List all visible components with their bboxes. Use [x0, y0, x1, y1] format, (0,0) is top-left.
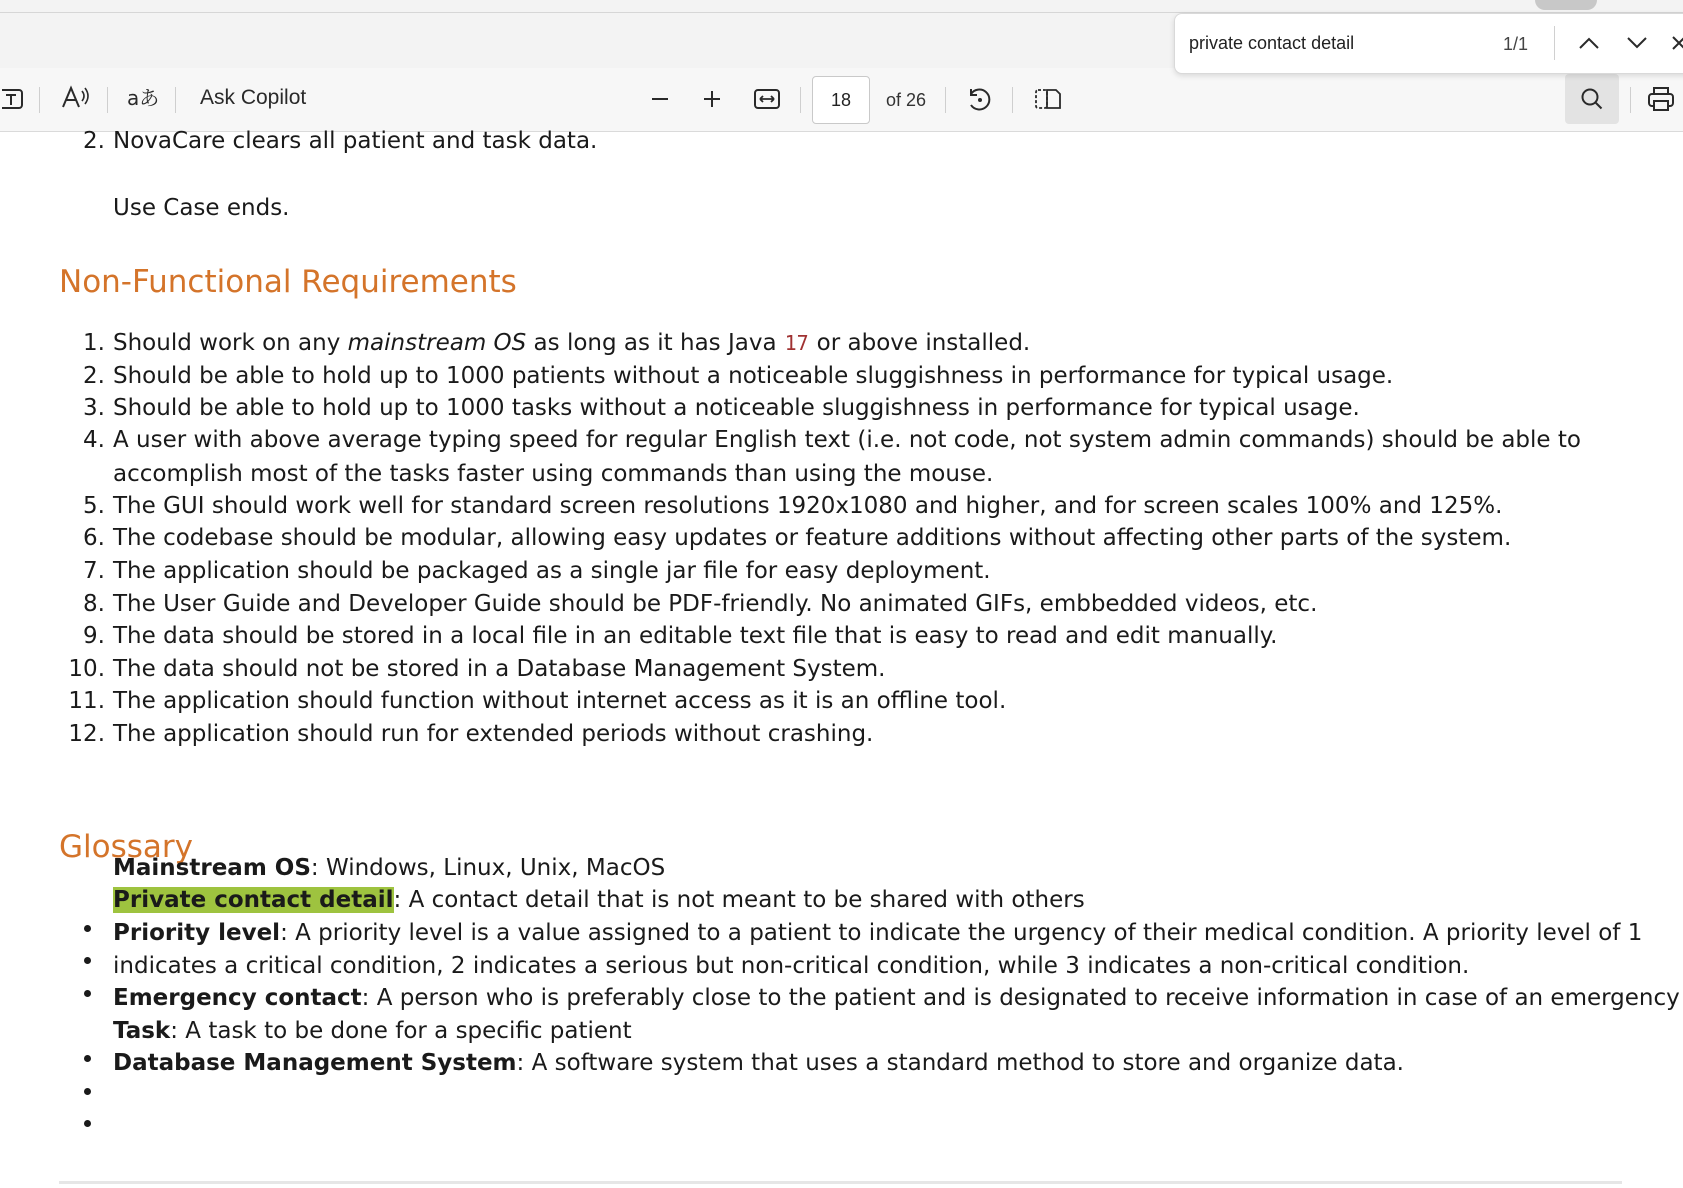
- list-item: Should work on any mainstream OS as long as it has Java 17 or above installed.: [113, 330, 1031, 356]
- toolbar-separator: [175, 87, 176, 113]
- use-case-end: Use Case ends.: [113, 195, 290, 221]
- search-icon: [1579, 86, 1605, 112]
- translate-icon[interactable]: [124, 80, 160, 116]
- window-top-strip: [0, 0, 1683, 13]
- list-number: 9.: [83, 623, 105, 649]
- list-number: 1.: [83, 330, 105, 356]
- emphasis-text: mainstream OS: [347, 330, 527, 356]
- list-item: The data should not be stored in a Database Management System.: [113, 656, 886, 682]
- toolbar-separator: [1630, 87, 1631, 113]
- list-item: The User Guide and Developer Guide should be PDF-friendly. No animated GIFs, embbedded videos, etc.: [113, 591, 1318, 617]
- list-number: 10.: [68, 656, 105, 682]
- list-number: 6.: [83, 525, 105, 551]
- list-item: The application should run for extended periods without crashing.: [113, 721, 874, 747]
- find-close-icon[interactable]: [1667, 28, 1683, 58]
- page-view-icon[interactable]: [1030, 82, 1066, 116]
- read-aloud-icon[interactable]: [58, 80, 94, 116]
- print-icon[interactable]: [1644, 82, 1678, 116]
- search-highlight: Private contact detail: [113, 887, 394, 913]
- glossary-item: Mainstream OS: Windows, Linux, Unix, MacOS: [113, 855, 666, 881]
- find-bar: [1174, 13, 1683, 74]
- toolbar-separator: [39, 87, 40, 113]
- glossary-item: Priority level: A priority level is a value assigned to a patient to indicate the urgency of their medical condition. A priority level of 1: [113, 920, 1643, 946]
- list-number: 2.: [83, 128, 105, 154]
- list-item: The data should be stored in a local file in an editable text file that is easy to read and edit manually.: [113, 623, 1278, 649]
- list-number: 12.: [68, 721, 105, 747]
- page-number-input[interactable]: 18: [812, 76, 870, 124]
- list-item: The GUI should work well for standard screen resolutions 1920x1080 and higher, and for screen scales 100% and 125%.: [113, 493, 1503, 519]
- bullet: [84, 1055, 91, 1062]
- page-total: of 26: [886, 90, 927, 110]
- bullet: [84, 1120, 91, 1127]
- bullet: [84, 925, 91, 932]
- zoom-in-icon[interactable]: [697, 84, 727, 114]
- nfr-heading: Non-Functional Requirements: [59, 264, 517, 300]
- text-box-icon[interactable]: [0, 82, 26, 116]
- glossary-item-continuation: indicates a critical condition, 2 indicates a serious but non-critical condition, while 3 indicates a non-critical condition.: [113, 953, 1470, 979]
- profile-pill[interactable]: [1535, 0, 1597, 10]
- code-text: 17: [784, 331, 809, 355]
- toolbar-separator: [945, 87, 946, 113]
- list-item: The application should be packaged as a single jar file for easy deployment.: [113, 558, 991, 584]
- find-result-count: 1/1: [1503, 34, 1529, 54]
- bullet: [84, 1088, 91, 1095]
- bullet: [84, 957, 91, 964]
- find-separator: [1554, 26, 1555, 60]
- toolbar-separator: [1012, 87, 1013, 113]
- list-number: 7.: [83, 558, 105, 584]
- search-button[interactable]: [1565, 74, 1619, 124]
- zoom-out-icon[interactable]: [645, 84, 675, 114]
- list-item: The codebase should be modular, allowing easy updates or feature additions without affecting other parts of the system.: [113, 525, 1512, 551]
- glossary-item: Private contact detail: A contact detail that is not meant to be shared with others: [113, 887, 1085, 913]
- svg-text:aあ: aあ: [127, 86, 159, 110]
- ask-copilot-button[interactable]: Ask Copilot: [200, 86, 307, 109]
- glossary-item: Emergency contact: A person who is preferably close to the patient and is designated to receive information in case of an emergency: [113, 985, 1680, 1011]
- list-number: 5.: [83, 493, 105, 519]
- bullet: [84, 990, 91, 997]
- glossary-heading: Glossary: [59, 829, 193, 865]
- find-previous-icon[interactable]: [1573, 28, 1605, 58]
- document-page: [0, 128, 1683, 1188]
- glossary-item: Task: A task to be done for a specific patient: [113, 1018, 632, 1044]
- page-divider: [59, 1181, 1622, 1184]
- toolbar-separator: [800, 87, 801, 113]
- list-number: 11.: [68, 688, 105, 714]
- rotate-icon[interactable]: [962, 82, 996, 116]
- list-item: A user with above average typing speed for regular English text (i.e. not code, not system admin commands) should be able to: [113, 427, 1581, 453]
- list-item: Should be able to hold up to 1000 patients without a noticeable sluggishness in performance for typical usage.: [113, 363, 1394, 389]
- glossary-item: Database Management System: A software system that uses a standard method to store and organize data.: [113, 1050, 1404, 1076]
- toolbar-separator: [107, 87, 108, 113]
- find-next-icon[interactable]: [1621, 28, 1653, 58]
- list-item: NovaCare clears all patient and task data.: [113, 128, 598, 154]
- find-input[interactable]: [1187, 28, 1491, 58]
- list-number: 4.: [83, 427, 105, 453]
- list-item: The application should function without internet access as it is an offline tool.: [113, 688, 1007, 714]
- list-number: 2.: [83, 363, 105, 389]
- fit-width-icon[interactable]: [750, 83, 784, 115]
- list-item: Should be able to hold up to 1000 tasks without a noticeable sluggishness in performance for typical usage.: [113, 395, 1360, 421]
- list-number: 8.: [83, 591, 105, 617]
- list-number: 3.: [83, 395, 105, 421]
- list-item-continuation: accomplish most of the tasks faster using commands than using the mouse.: [113, 461, 994, 487]
